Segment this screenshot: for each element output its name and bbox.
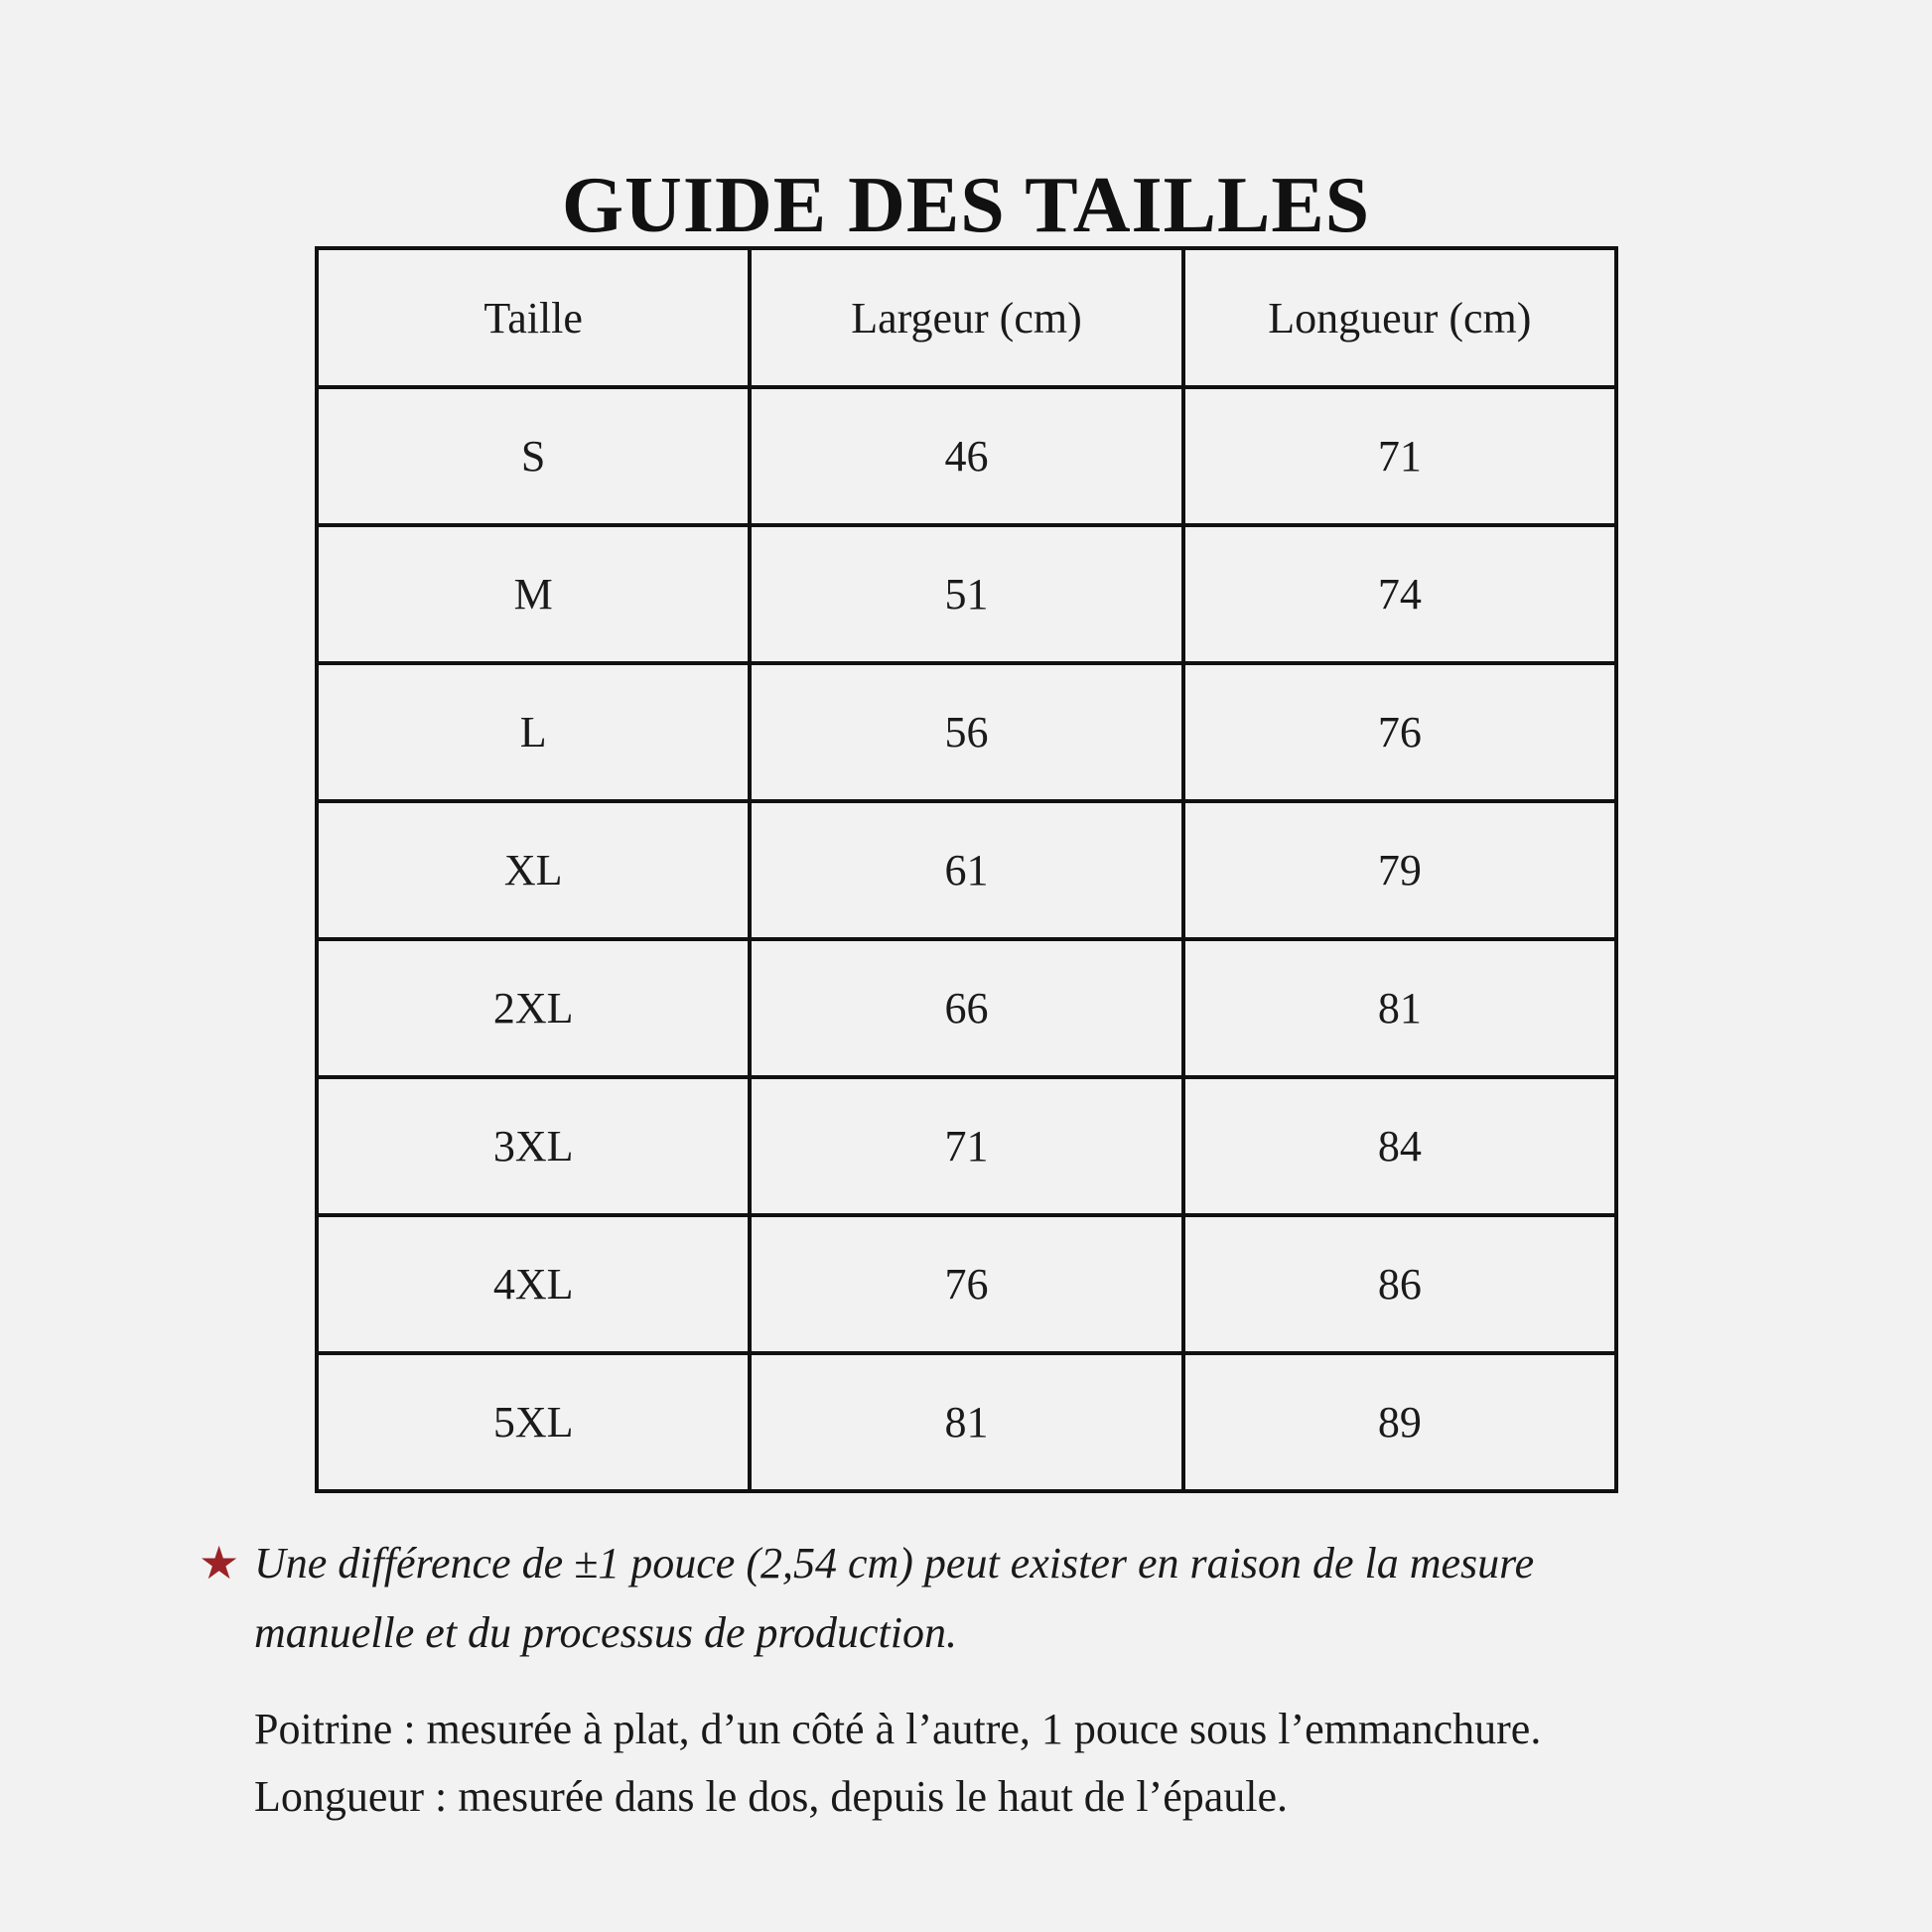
cell-width: 71 <box>750 1077 1182 1215</box>
cell-length: 81 <box>1183 939 1616 1077</box>
star-icon: ★ <box>199 1536 240 1589</box>
table-row <box>317 939 1616 1077</box>
cell-width: 46 <box>750 387 1182 525</box>
table-header-row <box>317 248 1616 387</box>
cell-size: 5XL <box>317 1353 750 1491</box>
table-row <box>317 801 1616 939</box>
cell-size: M <box>317 525 750 663</box>
measurement-disclaimer: Une différence de ±1 pouce (2,54 cm) peut exister en raison de la mesure manuelle et du processus de production. <box>254 1539 1535 1657</box>
cell-length: 89 <box>1183 1353 1616 1491</box>
cell-width: 76 <box>750 1215 1182 1353</box>
page-title: GUIDE DES TAILLES <box>561 161 1371 249</box>
cell-length: 79 <box>1183 801 1616 939</box>
cell-length: 76 <box>1183 663 1616 801</box>
cell-width: 66 <box>750 939 1182 1077</box>
cell-size: L <box>317 663 750 801</box>
cell-size: 4XL <box>317 1215 750 1353</box>
cell-size: 3XL <box>317 1077 750 1215</box>
cell-width: 81 <box>750 1353 1182 1491</box>
table-row <box>317 1353 1616 1491</box>
cell-size: XL <box>317 801 750 939</box>
header-size: Taille <box>317 248 750 387</box>
table-row <box>317 663 1616 801</box>
notes-section <box>199 1529 1747 1831</box>
chest-measurement-note: Poitrine : mesurée à plat, d’un côté à l’autre, 1 pouce sous l’emmanchure. <box>254 1705 1542 1753</box>
size-chart-table <box>315 246 1618 1493</box>
table-row <box>317 1215 1616 1353</box>
table-row <box>317 387 1616 525</box>
cell-size: S <box>317 387 750 525</box>
header-length: Longueur (cm) <box>1183 248 1616 387</box>
cell-size: 2XL <box>317 939 750 1077</box>
length-measurement-note: Longueur : mesurée dans le dos, depuis le haut de l’épaule. <box>254 1772 1289 1821</box>
cell-width: 61 <box>750 801 1182 939</box>
header-width: Largeur (cm) <box>750 248 1182 387</box>
table-row <box>317 525 1616 663</box>
cell-length: 84 <box>1183 1077 1616 1215</box>
cell-length: 71 <box>1183 387 1616 525</box>
cell-width: 51 <box>750 525 1182 663</box>
cell-width: 56 <box>750 663 1182 801</box>
cell-length: 74 <box>1183 525 1616 663</box>
table-row <box>317 1077 1616 1215</box>
cell-length: 86 <box>1183 1215 1616 1353</box>
